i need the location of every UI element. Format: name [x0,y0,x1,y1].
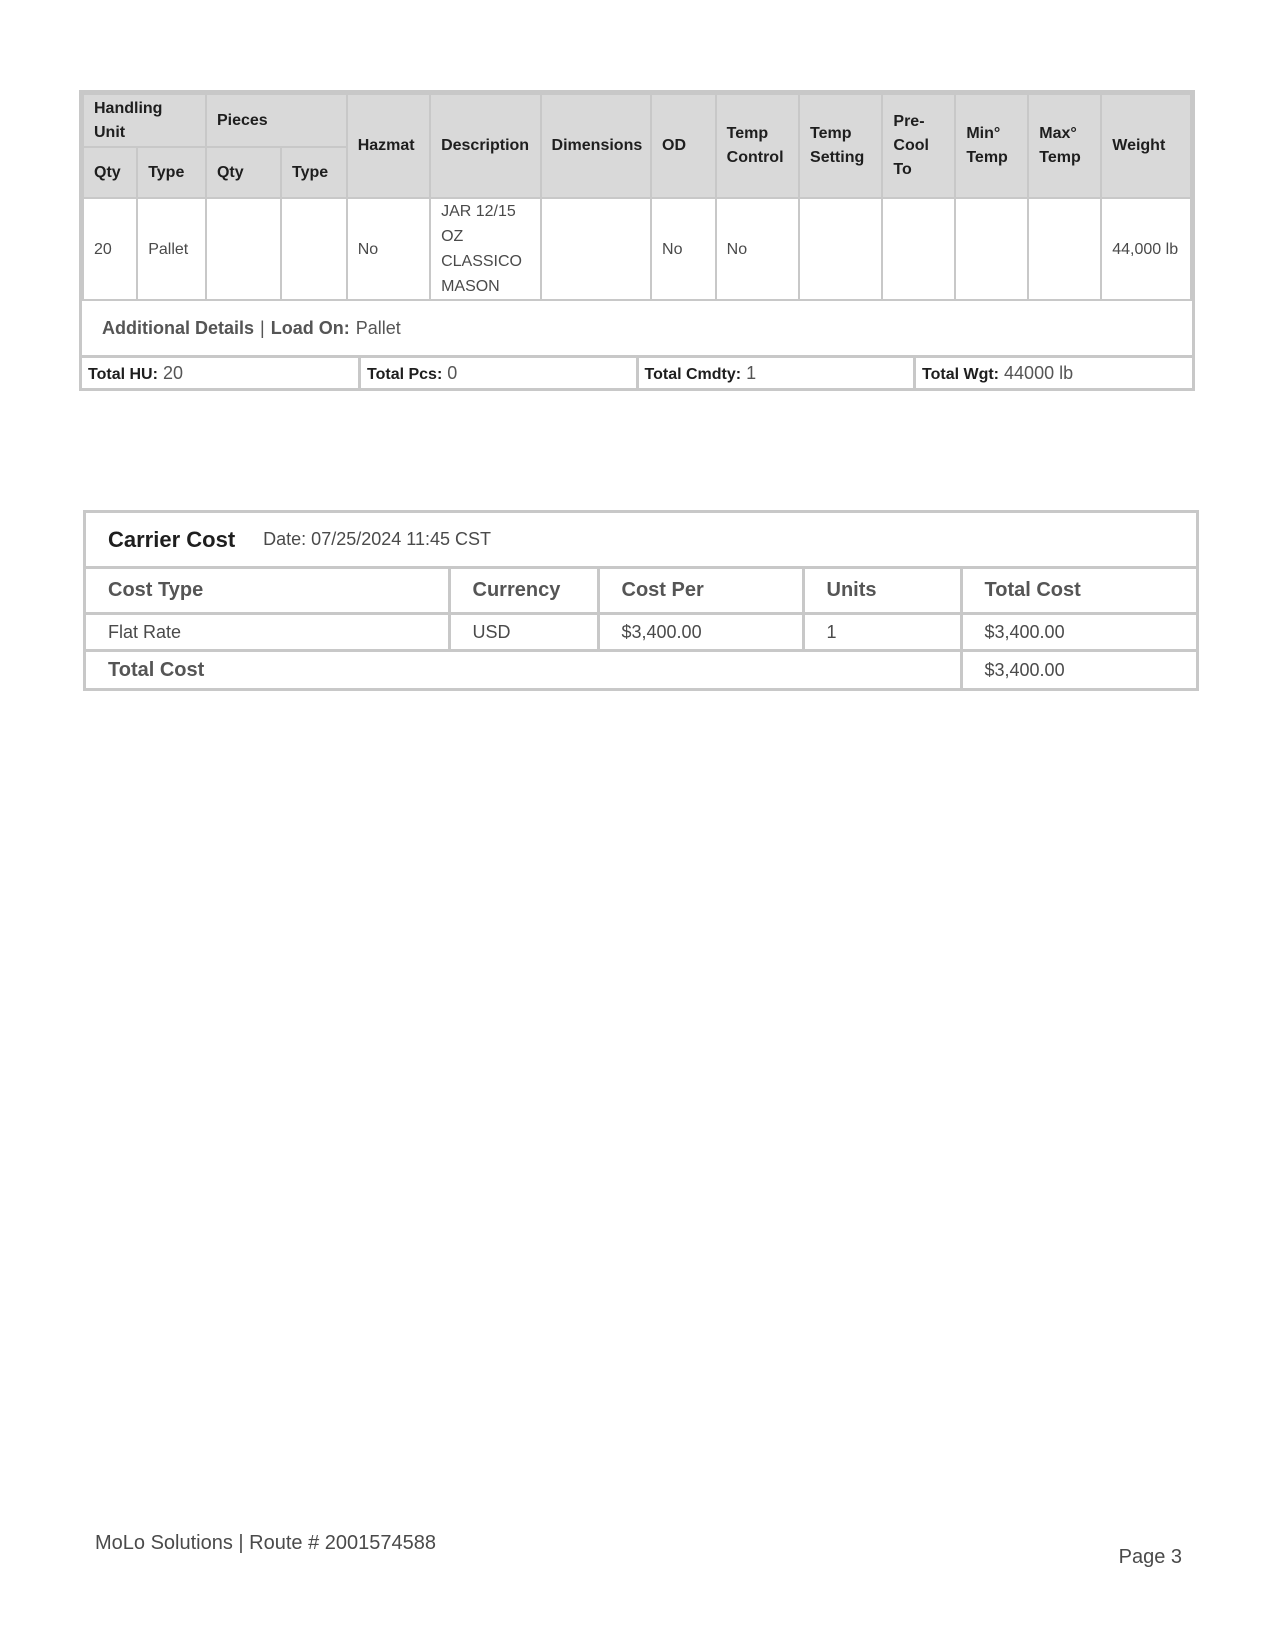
cell-hazmat: No [347,198,430,300]
header-pieces: Pieces [206,94,347,147]
cell-pcs-type [281,198,347,300]
commodity-table [79,90,1195,391]
cell-pre-cool-to [882,198,955,300]
header-hazmat: Hazmat [347,94,430,198]
carrier-cost-header [86,513,1196,569]
total-pcs-value: 0 [447,362,458,383]
header-currency: Currency [449,569,598,614]
header-cost-per: Cost Per [598,569,803,614]
carrier-cost-date: Date: 07/25/2024 11:45 CST [263,529,491,549]
total-cost-value: $3,400.00 [961,651,1196,689]
header-od: OD [651,94,716,198]
total-hu-value: 20 [162,362,183,383]
table-row [86,614,1196,651]
table-row [83,198,1191,300]
header-hu-type: Type [137,147,206,198]
cell-units: 1 [803,614,961,651]
cell-od: No [651,198,716,300]
header-dimensions: Dimensions [541,94,651,198]
total-pcs-label: Total Pcs: [367,365,443,383]
cell-total-cost: $3,400.00 [961,614,1196,651]
cell-dimensions [541,198,651,300]
header-handling-unit: Handling Unit [83,94,206,147]
load-on-label: Load On: [270,317,350,338]
additional-details-separator: | [260,317,265,338]
total-cmdty [637,358,915,388]
total-hu [82,358,360,388]
totals-row [82,358,1192,388]
total-wgt-label: Total Wgt: [922,365,1000,383]
cell-temp-setting [799,198,882,300]
total-cmdty-value: 1 [746,362,757,383]
additional-details-label: Additional Details [102,317,255,338]
cell-description: JAR 12/15 OZ CLASSICO MASON [430,198,540,300]
total-wgt [915,358,1193,388]
header-pcs-qty: Qty [206,147,281,198]
header-units: Units [803,569,961,614]
commodity-grid [82,93,1192,301]
header-min-temp: Min° Temp [955,94,1028,198]
carrier-cost-grid [86,569,1196,688]
total-cost-label: Total Cost [86,651,961,689]
header-hu-qty: Qty [83,147,137,198]
cell-weight: 44,000 lb [1101,198,1191,300]
header-cost-type: Cost Type [86,569,449,614]
cell-temp-control: No [716,198,799,300]
header-temp-control: Temp Control [716,94,799,198]
header-weight: Weight [1101,94,1191,198]
header-description: Description [430,94,540,198]
cell-pcs-qty [206,198,281,300]
cell-max-temp [1028,198,1101,300]
cell-cost-per: $3,400.00 [598,614,803,651]
total-pcs [360,358,638,388]
header-pre-cool-to: Pre-Cool To [882,94,955,198]
cell-hu-type: Pallet [137,198,206,300]
total-cmdty-label: Total Cmdty: [644,365,742,383]
header-total-cost: Total Cost [961,569,1196,614]
total-hu-label: Total HU: [88,365,158,383]
cell-min-temp [955,198,1028,300]
header-pcs-type: Type [281,147,347,198]
load-on-value: Pallet [355,317,401,338]
cell-hu-qty: 20 [83,198,137,300]
total-wgt-value: 44000 lb [1004,362,1074,383]
cell-cost-type: Flat Rate [86,614,449,651]
header-max-temp: Max° Temp [1028,94,1101,198]
page-number: Page 3 [1118,1546,1182,1568]
additional-details [82,301,1192,358]
cell-currency: USD [449,614,598,651]
total-cost-row [86,651,1196,689]
header-temp-setting: Temp Setting [799,94,882,198]
carrier-cost-table [83,510,1199,691]
footer-route: MoLo Solutions | Route # 2001574588 [95,1532,437,1554]
carrier-cost-title: Carrier Cost [108,526,236,552]
